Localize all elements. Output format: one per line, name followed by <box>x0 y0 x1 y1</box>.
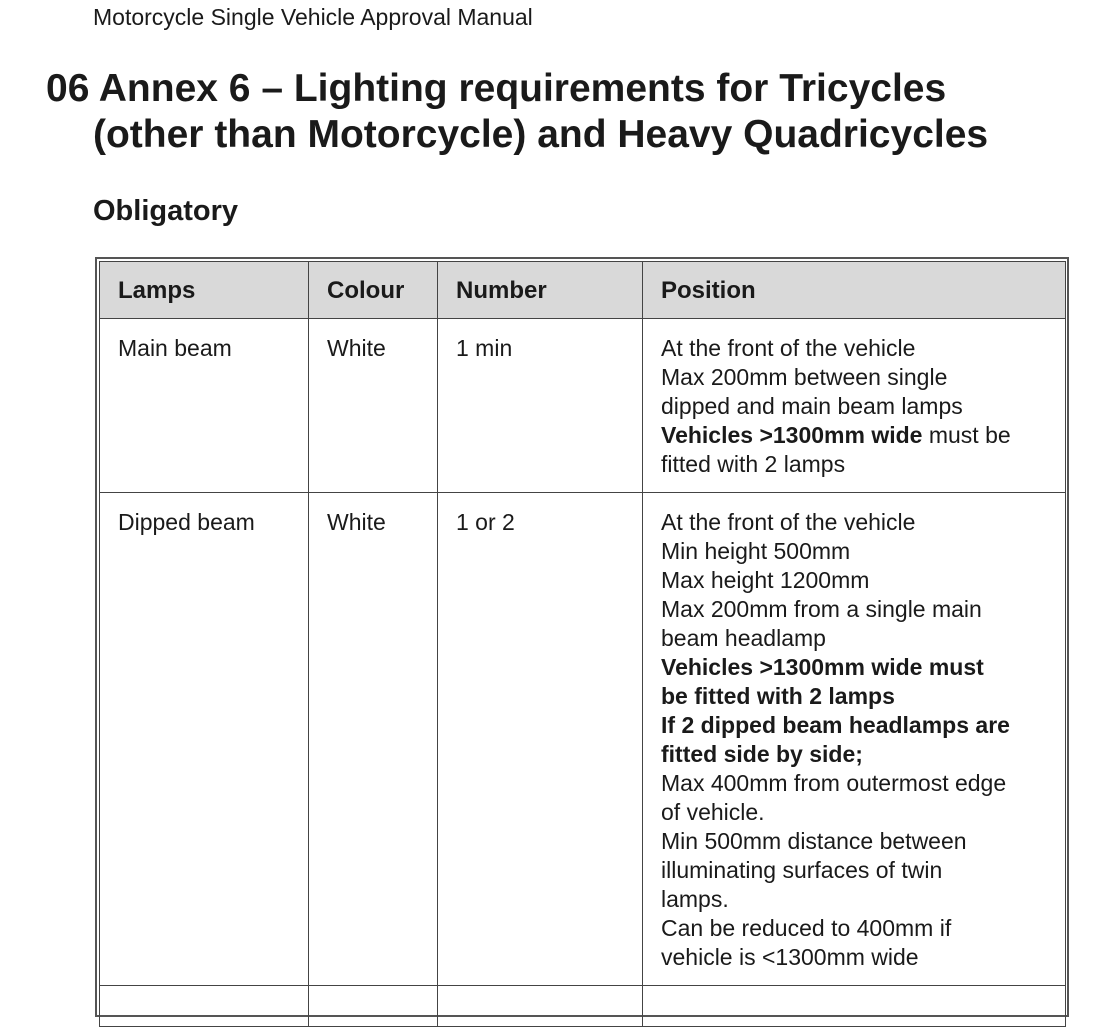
position-line-bold: fitted side by side; <box>661 741 863 767</box>
table-row-main-beam <box>100 319 1066 493</box>
position-cell <box>643 493 1066 986</box>
position-line: Can be reduced to 400mm if <box>661 915 952 941</box>
position-line: of vehicle. <box>661 799 765 825</box>
lamp-cell: Main beam <box>100 319 309 493</box>
position-line: At the front of the vehicle <box>661 509 916 535</box>
colour-cell: White <box>309 493 438 986</box>
position-text: must be <box>922 422 1011 448</box>
position-cell <box>643 319 1066 493</box>
page-title <box>46 66 988 158</box>
position-line: Min height 500mm <box>661 538 851 564</box>
page-title-line-2: (other than Motorcycle) and Heavy Quadricycles <box>93 113 989 156</box>
position-line: lamps. <box>661 886 729 912</box>
position-line-bold: be fitted with 2 lamps <box>661 683 895 709</box>
empty-cell <box>643 986 1066 1027</box>
empty-cell <box>309 986 438 1027</box>
position-line-bold: If 2 dipped beam headlamps are <box>661 712 1010 738</box>
empty-cell <box>438 986 643 1027</box>
number-cell: 1 min <box>438 319 643 493</box>
table-header-row <box>100 262 1066 319</box>
position-line: fitted with 2 lamps <box>661 451 846 477</box>
position-line: dipped and main beam lamps <box>661 393 963 419</box>
lighting-requirements-table <box>99 261 1066 1027</box>
page-title-line-1: 06 Annex 6 – Lighting requirements for Tricycles <box>46 67 947 110</box>
position-line-bold: Vehicles >1300mm wide must <box>661 654 984 680</box>
running-header: Motorcycle Single Vehicle Approval Manual <box>93 4 533 30</box>
position-line <box>661 421 1047 450</box>
table-row-dipped-beam <box>100 493 1066 986</box>
position-line: beam headlamp <box>661 625 826 651</box>
section-heading: Obligatory <box>93 195 239 227</box>
column-header-number: Number <box>438 262 643 319</box>
position-bold-text: Vehicles >1300mm wide <box>661 422 923 448</box>
position-line: vehicle is <1300mm wide <box>661 944 919 970</box>
lighting-table-frame <box>95 257 1069 1017</box>
column-header-lamps: Lamps <box>100 262 309 319</box>
table-row-next <box>100 986 1066 1027</box>
position-line: At the front of the vehicle <box>661 335 916 361</box>
position-line: Max 200mm from a single main <box>661 596 982 622</box>
position-line: Max height 1200mm <box>661 567 870 593</box>
position-line: Max 200mm between single <box>661 364 948 390</box>
column-header-position: Position <box>643 262 1066 319</box>
column-header-colour: Colour <box>309 262 438 319</box>
colour-cell: White <box>309 319 438 493</box>
number-cell: 1 or 2 <box>438 493 643 986</box>
position-line: Max 400mm from outermost edge <box>661 770 1007 796</box>
position-line: Min 500mm distance between <box>661 828 967 854</box>
position-line: illuminating surfaces of twin <box>661 857 943 883</box>
lamp-cell: Dipped beam <box>100 493 309 986</box>
empty-cell <box>100 986 309 1027</box>
